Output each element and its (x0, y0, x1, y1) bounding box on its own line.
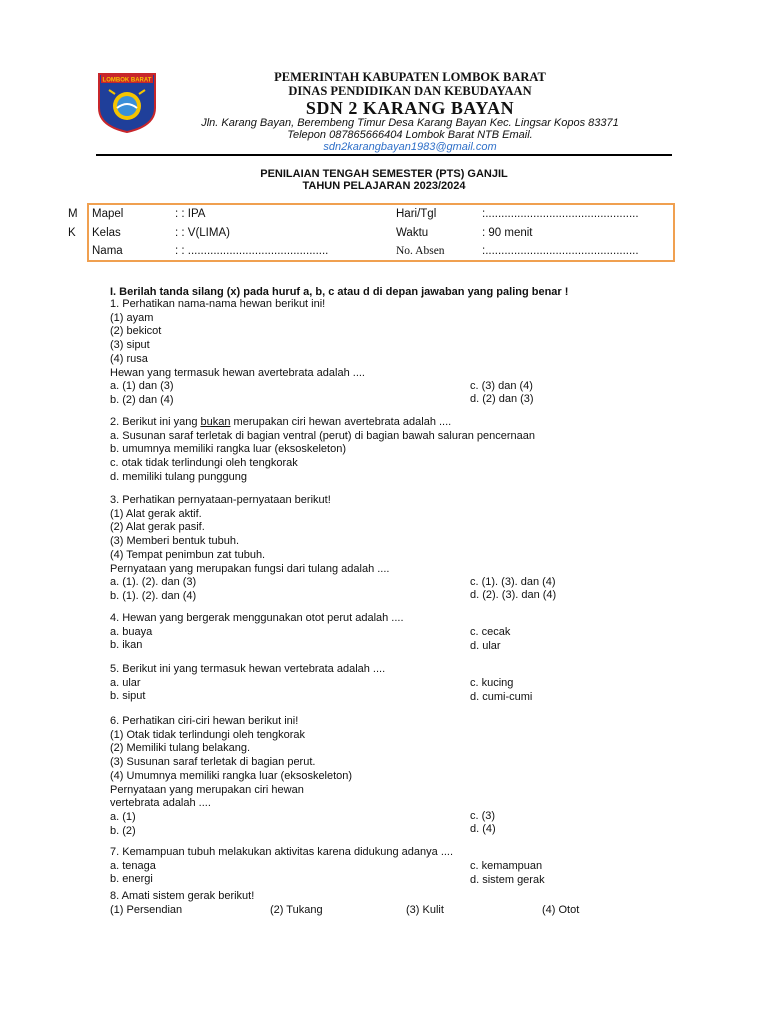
option-c[interactable]: c. cecak (470, 626, 511, 638)
list-item: (4) Otot (542, 904, 580, 916)
option-b[interactable]: b. umumnya memiliki rangka luar (eksoskeleton) (110, 443, 346, 456)
absen-field[interactable]: :................................................ (482, 245, 639, 257)
nama-field[interactable]: : : ............................................ (175, 245, 329, 257)
question-3 (110, 494, 389, 604)
mapel-label: Mapel (92, 208, 124, 220)
kelas-value: : : V(LIMA) (175, 227, 230, 239)
question-stem: 2. Berikut ini yang bukan merupakan ciri hewan avertebrata adalah .... (110, 416, 452, 428)
question-stem: 3. Perhatikan pernyataan-pernyataan berikut! (110, 494, 331, 506)
option-b[interactable]: b. energi (110, 873, 153, 886)
question-stem: 1. Perhatikan nama-nama hewan berikut ini! (110, 298, 326, 310)
option-d[interactable]: d. memiliki tulang punggung (110, 470, 247, 483)
hari-field[interactable]: :................................................ (482, 208, 639, 220)
logo-text: LOMBOK BARAT (102, 77, 152, 84)
option-b[interactable]: b. ikan (110, 639, 143, 652)
list-item: (4) Umumnya memiliki rangka luar (eksoskeleton) (110, 769, 353, 782)
question-ask: Pernyataan yang merupakan ciri hewan (110, 783, 304, 796)
list-item: (4) rusa (110, 352, 148, 365)
option-a[interactable]: a. tenaga (110, 859, 156, 872)
question-stem: 4. Hewan yang bergerak menggunakan otot perut adalah .... (110, 612, 404, 624)
kelas-label: Kelas (92, 227, 121, 239)
hari-label: Hari/Tgl (396, 208, 437, 220)
question-ask: Pernyataan yang merupakan fungsi dari tulang adalah .... (110, 562, 390, 575)
option-a[interactable]: a. (1) dan (3) (110, 380, 174, 393)
kop-line-1: PEMERINTAH KABUPATEN LOMBOK BARAT (274, 70, 546, 84)
option-c[interactable]: c. (3) (470, 810, 496, 822)
section-instruction: I. Berilah tanda silang (x) pada huruf a, b, c atau d di depan jawaban yang paling benar ! (110, 286, 569, 298)
question-2 (110, 416, 535, 485)
option-a[interactable]: a. Susunan saraf terletak di bagian ventral (perut) di bagian bawah saluran pencernaan (110, 429, 535, 442)
exam-title: PENILAIAN TENGAH SEMESTER (PTS) GANJIL (260, 168, 508, 180)
mapel-value: : : IPA (175, 208, 206, 220)
school-logo (97, 72, 157, 134)
option-a[interactable]: a. buaya (110, 625, 153, 638)
question-7 (110, 846, 453, 887)
question-5 (110, 663, 385, 704)
list-item: (1) Alat gerak aktif. (110, 507, 202, 520)
option-b[interactable]: b. (1). (2). dan (4) (110, 589, 197, 602)
waktu-value: : 90 menit (482, 227, 533, 239)
question-1 (110, 298, 365, 408)
option-d[interactable]: d. sistem gerak (470, 874, 545, 886)
question-ask: Hewan yang termasuk hewan avertebrata adalah .... (110, 366, 365, 379)
school-address: Jln. Karang Bayan, Berembeng Timur Desa Karang Bayan Kec. Lingsar Kopos 83371 (201, 117, 619, 129)
list-item: (4) Tempat penimbun zat tubuh. (110, 548, 266, 561)
school-phone: Telepon 087865666404 Lombok Barat NTB Email. (287, 129, 533, 141)
list-item: (1) Persendian (110, 904, 183, 916)
option-c[interactable]: c. otak tidak terlindungi oleh tengkorak (110, 457, 298, 470)
kop-line-2: DINAS PENDIDIKAN DAN KEBUDAYAAN (288, 84, 532, 98)
option-a[interactable]: a. (1) (110, 810, 136, 823)
question-8 (110, 890, 254, 904)
list-item: (2) Tukang (270, 904, 323, 916)
option-b[interactable]: b. (2) dan (4) (110, 393, 174, 406)
list-item: (3) Kulit (406, 904, 444, 916)
option-a[interactable]: a. (1). (2). dan (3) (110, 576, 197, 589)
question-stem: 5. Berikut ini yang termasuk hewan vertebrata adalah .... (110, 663, 386, 675)
list-item: (1) Otak tidak terlindungi oleh tengkorak (110, 728, 306, 741)
list-item: (3) Memberi bentuk tubuh. (110, 535, 240, 548)
option-d[interactable]: d. ular (470, 640, 501, 652)
school-name: SDN 2 KARANG BAYAN (305, 98, 515, 118)
nama-label: Nama (92, 245, 123, 257)
list-item: (2) Alat gerak pasif. (110, 521, 205, 534)
option-d[interactable]: d. (2) dan (3) (470, 393, 534, 405)
lombok-barat-emblem-icon (97, 72, 157, 134)
list-item: (3) siput (110, 339, 150, 352)
exam-year: TAHUN PELAJARAN 2023/2024 (302, 180, 466, 192)
list-item: (1) ayam (110, 311, 154, 324)
option-b[interactable]: b. siput (110, 690, 146, 703)
question-stem: 6. Perhatikan ciri-ciri hewan berikut ini! (110, 715, 299, 727)
question-4 (110, 612, 404, 653)
absen-label: No. Absen (396, 245, 445, 257)
question-ask: vertebrata adalah .... (110, 797, 211, 810)
side-letter-m: M (68, 208, 78, 220)
side-letter-k: K (68, 227, 76, 239)
option-a[interactable]: a. ular (110, 676, 141, 689)
option-c[interactable]: c. (3) dan (4) (470, 380, 533, 392)
option-d[interactable]: d. (2). (3). dan (4) (470, 589, 557, 601)
option-c[interactable]: c. kemampuan (470, 860, 543, 872)
question-stem: 7. Kemampuan tubuh melakukan aktivitas karena didukung adanya .... (110, 846, 454, 858)
option-d[interactable]: d. cumi-cumi (470, 691, 533, 703)
list-item: (2) bekicot (110, 325, 162, 338)
list-item: (2) Memiliki tulang belakang. (110, 742, 251, 755)
underlined-word: bukan (200, 416, 231, 428)
question-stem: 8. Amati sistem gerak berikut! (110, 890, 255, 902)
waktu-label: Waktu (396, 227, 429, 239)
option-d[interactable]: d. (4) (470, 823, 496, 835)
question-6 (110, 715, 352, 838)
option-b[interactable]: b. (2) (110, 824, 136, 837)
option-c[interactable]: c. (1). (3). dan (4) (470, 576, 556, 588)
list-item: (3) Susunan saraf terletak di bagian perut. (110, 756, 316, 769)
header-divider (96, 154, 672, 156)
option-c[interactable]: c. kucing (470, 677, 514, 689)
school-email[interactable]: sdn2karangbayan1983@gmail.com (323, 141, 497, 153)
